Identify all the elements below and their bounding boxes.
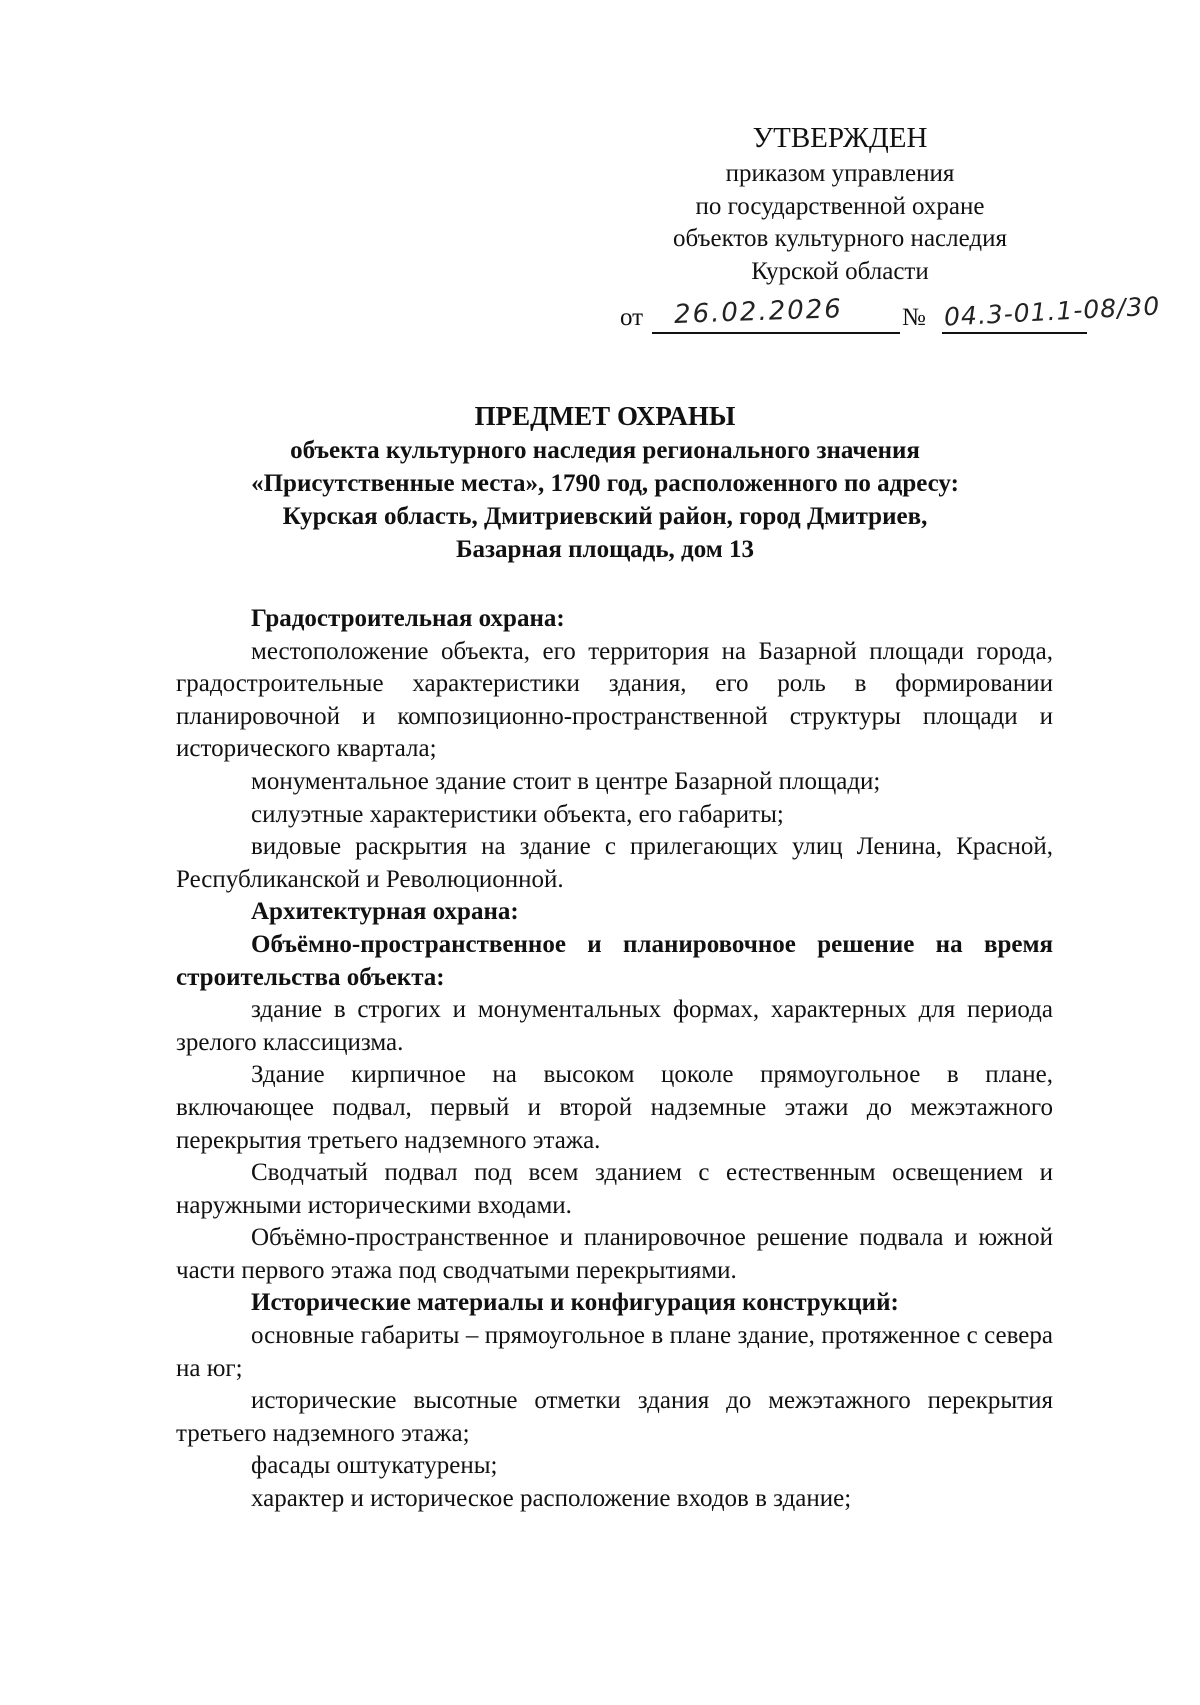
approval-line: Курской области	[751, 257, 929, 285]
heading-line: «Присутственные места», 1790 год, расположенного по адресу:	[251, 470, 959, 497]
body-paragraph: основные габариты – прямоугольное в плане здание, протяженное с севера на юг;	[176, 1322, 1053, 1382]
approval-line: по государственной охране	[695, 192, 985, 220]
handwritten-date: 26.02.2026	[673, 294, 844, 330]
body-paragraph: силуэтные характеристики объекта, его габариты;	[251, 800, 784, 828]
approval-line: объектов культурного наследия	[673, 225, 1007, 252]
order-reference	[620, 291, 1161, 338]
body-paragraph: фасады оштукатурены;	[251, 1452, 498, 1480]
body-paragraph: Объёмно-пространственное и планировочное решение подвала и южной части первого этажа под сводчатыми перекрытиями.	[176, 1224, 1053, 1284]
section-heading: Градостроительная охрана:	[251, 605, 565, 632]
document-heading	[160, 398, 1050, 566]
section-heading: Объёмно-пространственное и планировочное решение на время строительства объекта:	[176, 930, 1053, 991]
approval-stamp	[620, 118, 1161, 338]
body-paragraph: местоположение объекта, его территория на Базарной площади города, градостроительные характеристики здания, его роль в формировании планировочной и композиционно-пространственной структуры площади и исторического квартала;	[176, 637, 1053, 763]
document-body	[176, 603, 1053, 1516]
section-heading: Исторические материалы и конфигурация конструкций:	[251, 1289, 899, 1317]
approval-line: приказом управления	[725, 160, 955, 187]
document-title: ПРЕДМЕТ ОХРАНЫ	[474, 401, 736, 431]
number-label: №	[902, 304, 926, 331]
body-paragraph: видовые раскрытия на здание с прилегающих улиц Ленина, Красной, Республиканской и Революционной.	[176, 833, 1053, 893]
body-paragraph: Здание кирпичное на высоком цоколе прямоугольное в плане, включающее подвал, первый и второй надземные этажи до межэтажного перекрытия третьего надземного этажа.	[176, 1061, 1053, 1154]
section-heading: Архитектурная охрана:	[251, 898, 519, 926]
heading-line: Курская область, Дмитриевский район, город Дмитриев,	[282, 503, 928, 530]
number-field	[942, 291, 1161, 334]
body-paragraph: характер и историческое расположение входов в здание;	[251, 1485, 852, 1513]
approval-title: УТВЕРЖДЕН	[752, 122, 928, 154]
from-label: от	[620, 304, 644, 331]
body-paragraph: исторические высотные отметки здания до межэтажного перекрытия третьего надземного этажа;	[176, 1387, 1053, 1447]
heading-line: объекта культурного наследия регионального значения	[290, 437, 920, 464]
date-field	[652, 294, 900, 334]
body-paragraph: Сводчатый подвал под всем зданием с естественным освещением и наружными историческими входами.	[176, 1159, 1053, 1219]
heading-line: Базарная площадь, дом 13	[455, 536, 754, 563]
body-paragraph: монументальное здание стоит в центре Базарной площади;	[251, 767, 881, 795]
body-paragraph: здание в строгих и монументальных формах, характерных для периода зрелого классицизма.	[176, 996, 1053, 1056]
handwritten-number: 04.3-01.1-08/30	[943, 291, 1161, 332]
